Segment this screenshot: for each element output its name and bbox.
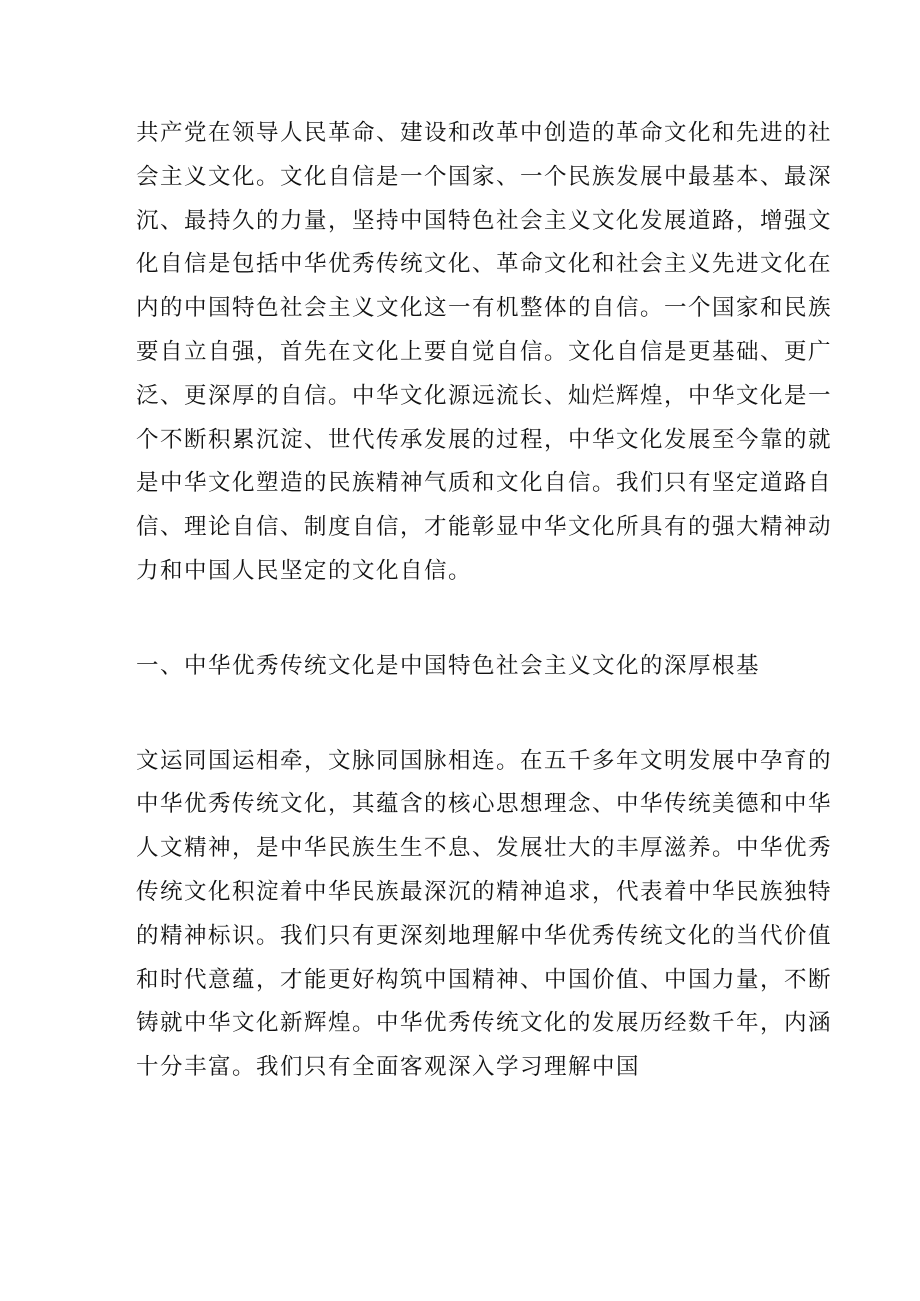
paragraph-spacer bbox=[136, 594, 836, 645]
document-body bbox=[136, 112, 836, 1090]
section-heading-1: 一、中华优秀传统文化是中国特色社会主义文化的深厚根基 bbox=[136, 652, 761, 679]
paragraph-spacer bbox=[136, 689, 836, 740]
body-paragraph-1: 共产党在领导人民革命、建设和改革中创造的革命文化和先进的社会主义文化。文化自信是一个国家、一个民族发展中最基本、最深沉、最持久的力量，坚持中国特色社会主义文化发展道路，增强文化自信是包括中华优秀传统文化、革命文化和社会主义先进文化在内的中国特色社会主义文化这一有机整体的自信。一个国家和民族要自立自强，首先在文化上要自觉自信。文化自信是更基础、更广泛、更深厚的自信。中华文化源远流长、灿烂辉煌，中华文化是一个不断积累沉淀、世代传承发展的过程，中华文化发展至今靠的就是中华文化塑造的民族精神气质和文化自信。我们只有坚定道路自信、理论自信、制度自信，才能彰显中华文化所具有的强大精神动力和中国人民坚定的文化自信。 bbox=[136, 120, 833, 584]
body-paragraph-2: 文运同国运相牵，文脉同国脉相连。在五千多年文明发展中孕育的中华优秀传统文化，其蕴含的核心思想理念、中华传统美德和中华人文精神，是中华民族生生不息、发展壮大的丰厚滋养。中华优秀传统文化积淀着中华民族最深沉的精神追求，代表着中华民族独特的精神标识。我们只有更深刻地理解中华优秀传统文化的当代价值和时代意蕴，才能更好构筑中国精神、中国价值、中国力量，不断铸就中华文化新辉煌。中华优秀传统文化的发展历经数千年，内涵十分丰富。我们只有全面客观深入学习理解中国 bbox=[136, 747, 833, 1081]
